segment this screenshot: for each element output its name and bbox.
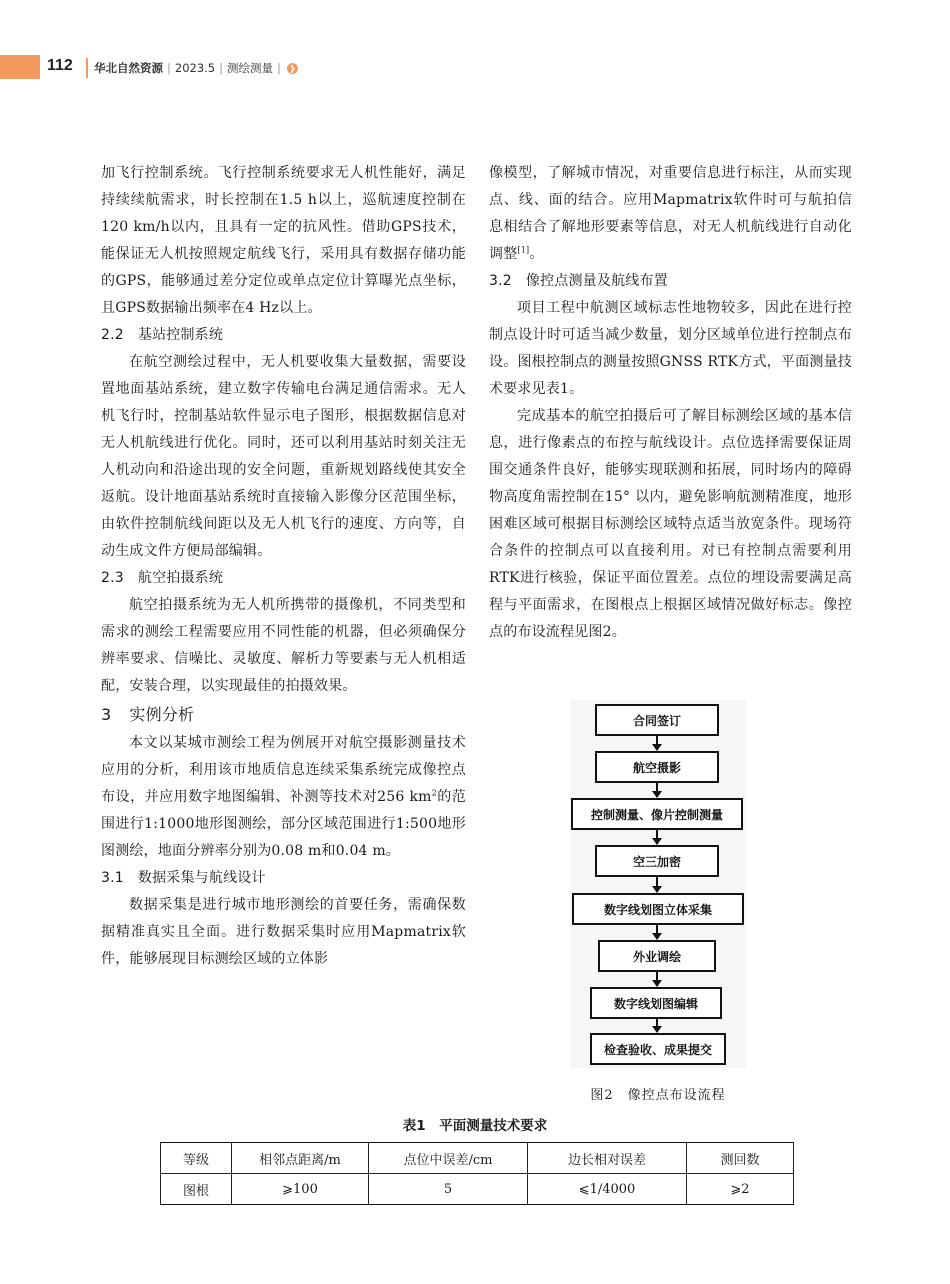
page-number: 112 (47, 57, 73, 74)
journal-name: 华北自然资源 (94, 61, 163, 75)
table-cell: ⩾100 (232, 1174, 369, 1205)
flow-step-3: 控制测量、像片控制测量 (571, 798, 743, 830)
flow-step-7: 数字线划图编辑 (590, 987, 722, 1019)
flow-arrow (656, 783, 658, 797)
flow-step-2: 航空摄影 (595, 751, 719, 783)
table-caption: 表1 平面测量技术要求 (402, 1118, 548, 1134)
table-header: 相邻点距离/m (232, 1143, 369, 1174)
table-header-row (161, 1143, 794, 1174)
header-separator (86, 58, 88, 78)
paragraph: 项目工程中航测区域标志性地物较多，因此在进行控制点设计时可适当减少数量，划分区域单位进行控制点布设。图根控制点的测量按照GNSS RTK方式，平面测量技术要求见表1。 (489, 300, 852, 397)
table-cell: ⩽1/4000 (528, 1174, 687, 1205)
figure-caption: 图2 像控点布设流程 (590, 1088, 726, 1103)
paragraph: 本文以某城市测绘工程为例展开对航空摄影测量技术应用的分析，利用该市地质信息连续采集系统完成像控点布设，并应用数字地图编辑、补测等技术对256 $km^2$的范围进行1:1000地形图测绘，部分区域范围进行1:500地形图测绘，地面分辨率分别为0.08 m和0.04 m。 (101, 735, 466, 859)
table-header: 等级 (161, 1143, 232, 1174)
flow-step-8: 检查验收、成果提交 (590, 1033, 726, 1065)
section-heading-2-2: 2.2 基站控制系统 (101, 327, 224, 343)
flow-step-4: 空三加密 (595, 845, 719, 877)
table-cell: 5 (369, 1174, 528, 1205)
table-header: 测回数 (687, 1143, 794, 1174)
paragraph: 航空拍摄系统为无人机所携带的摄像机，不同类型和需求的测绘工程需要应用不同性能的机器，但必须确保分辨率要求、信噪比、灵敏度、解析力等要素与无人机相适配，安装合理，以实现最佳的拍摄效果。 (101, 597, 466, 694)
left-column (101, 160, 466, 973)
table-header: 点位中误差/cm (369, 1143, 528, 1174)
arrow-right-icon: ❯ (287, 63, 298, 74)
technical-requirements-table (160, 1142, 794, 1205)
right-column (489, 160, 852, 646)
flow-step-5: 数字线划图立体采集 (572, 893, 744, 925)
table-row (161, 1174, 794, 1205)
paragraph: 完成基本的航空拍摄后可了解目标测绘区域的基本信息，进行像素点的布控与航线设计。点位选择需要保证周围交通条件良好，能够实现联测和拓展，同时场内的障碍物高度角需控制在15° 以内，避免影响航测精准度，地形困难区域可根据目标测绘区域特点适当放宽条件。现场符合条件的控制点可以直接利用。对已有控制点需要利用RTK进行核验，保证平面位置差。点位的埋设需要满足高程与平面需求，在图根点上根据区域情况做好标志。像控点的布设流程见图2。 (489, 408, 852, 640)
citation-reference: [1] (517, 245, 530, 255)
paragraph: 加飞行控制系统。飞行控制系统要求无人机性能好，满足持续续航需求，时长控制在1.5 h以上，巡航速度控制在120 km/h以内，且具有一定的抗风性。借助GPS技术，能保证无人机按照规定航线飞行，采用具有数据存储功能的GPS，能够通过差分定位或单点定位计算曝光点坐标，且GPS数据输出频率在4 Hz以上。 (101, 165, 466, 316)
section-heading-3: 3 实例分析 (101, 705, 195, 724)
section-heading-2-3: 2.3 航空拍摄系统 (101, 570, 224, 586)
flow-step-1: 合同签订 (595, 704, 719, 736)
running-header: 华北自然资源 | 2023.5 | 测绘测量 | ❯ (94, 60, 298, 76)
paragraph: 像模型，了解城市情况，对重要信息进行标注，从而实现点、线、面的结合。应用Mapmatrix软件时可与航拍信息相结合了解地形要素等信息，对无人机航线进行自动化调整[1]。 (489, 165, 852, 262)
table-cell: 图根 (161, 1174, 232, 1205)
flow-step-6: 外业调绘 (598, 940, 716, 972)
section-name: 测绘测量 (227, 61, 273, 75)
header-accent-bar (0, 55, 40, 79)
flowchart (570, 700, 746, 1068)
flow-arrow (656, 972, 658, 986)
section-heading-3-2: 3.2 像控点测量及航线布置 (489, 273, 668, 289)
paragraph: 数据采集是进行城市地形测绘的首要任务，需确保数据精准真实且全面。进行数据采集时应用Mapmatrix软件，能够展现目标测绘区域的立体影 (101, 897, 466, 967)
issue-number: 2023.5 (174, 61, 216, 75)
flow-arrow (656, 830, 658, 844)
paragraph: 在航空测绘过程中，无人机要收集大量数据，需要设置地面基站系统，建立数字传输电台满足通信需求。无人机飞行时，控制基站软件显示电子图形，根据数据信息对无人机航线进行优化。同时，还可以利用基站时刻关注无人机动向和沿途出现的安全问题，重新规划路线使其安全返航。设计地面基站系统时直接输入影像分区范围坐标，由软件控制航线间距以及无人机飞行的速度、方向等，自动生成文件方便局部编辑。 (101, 354, 466, 559)
flow-arrow (656, 736, 658, 750)
flow-arrow (656, 925, 658, 939)
table-cell: ⩾2 (687, 1174, 794, 1205)
table-header: 边长相对误差 (528, 1143, 687, 1174)
flow-arrow (656, 877, 658, 892)
flow-arrow (656, 1019, 658, 1032)
section-heading-3-1: 3.1 数据采集与航线设计 (101, 870, 266, 886)
